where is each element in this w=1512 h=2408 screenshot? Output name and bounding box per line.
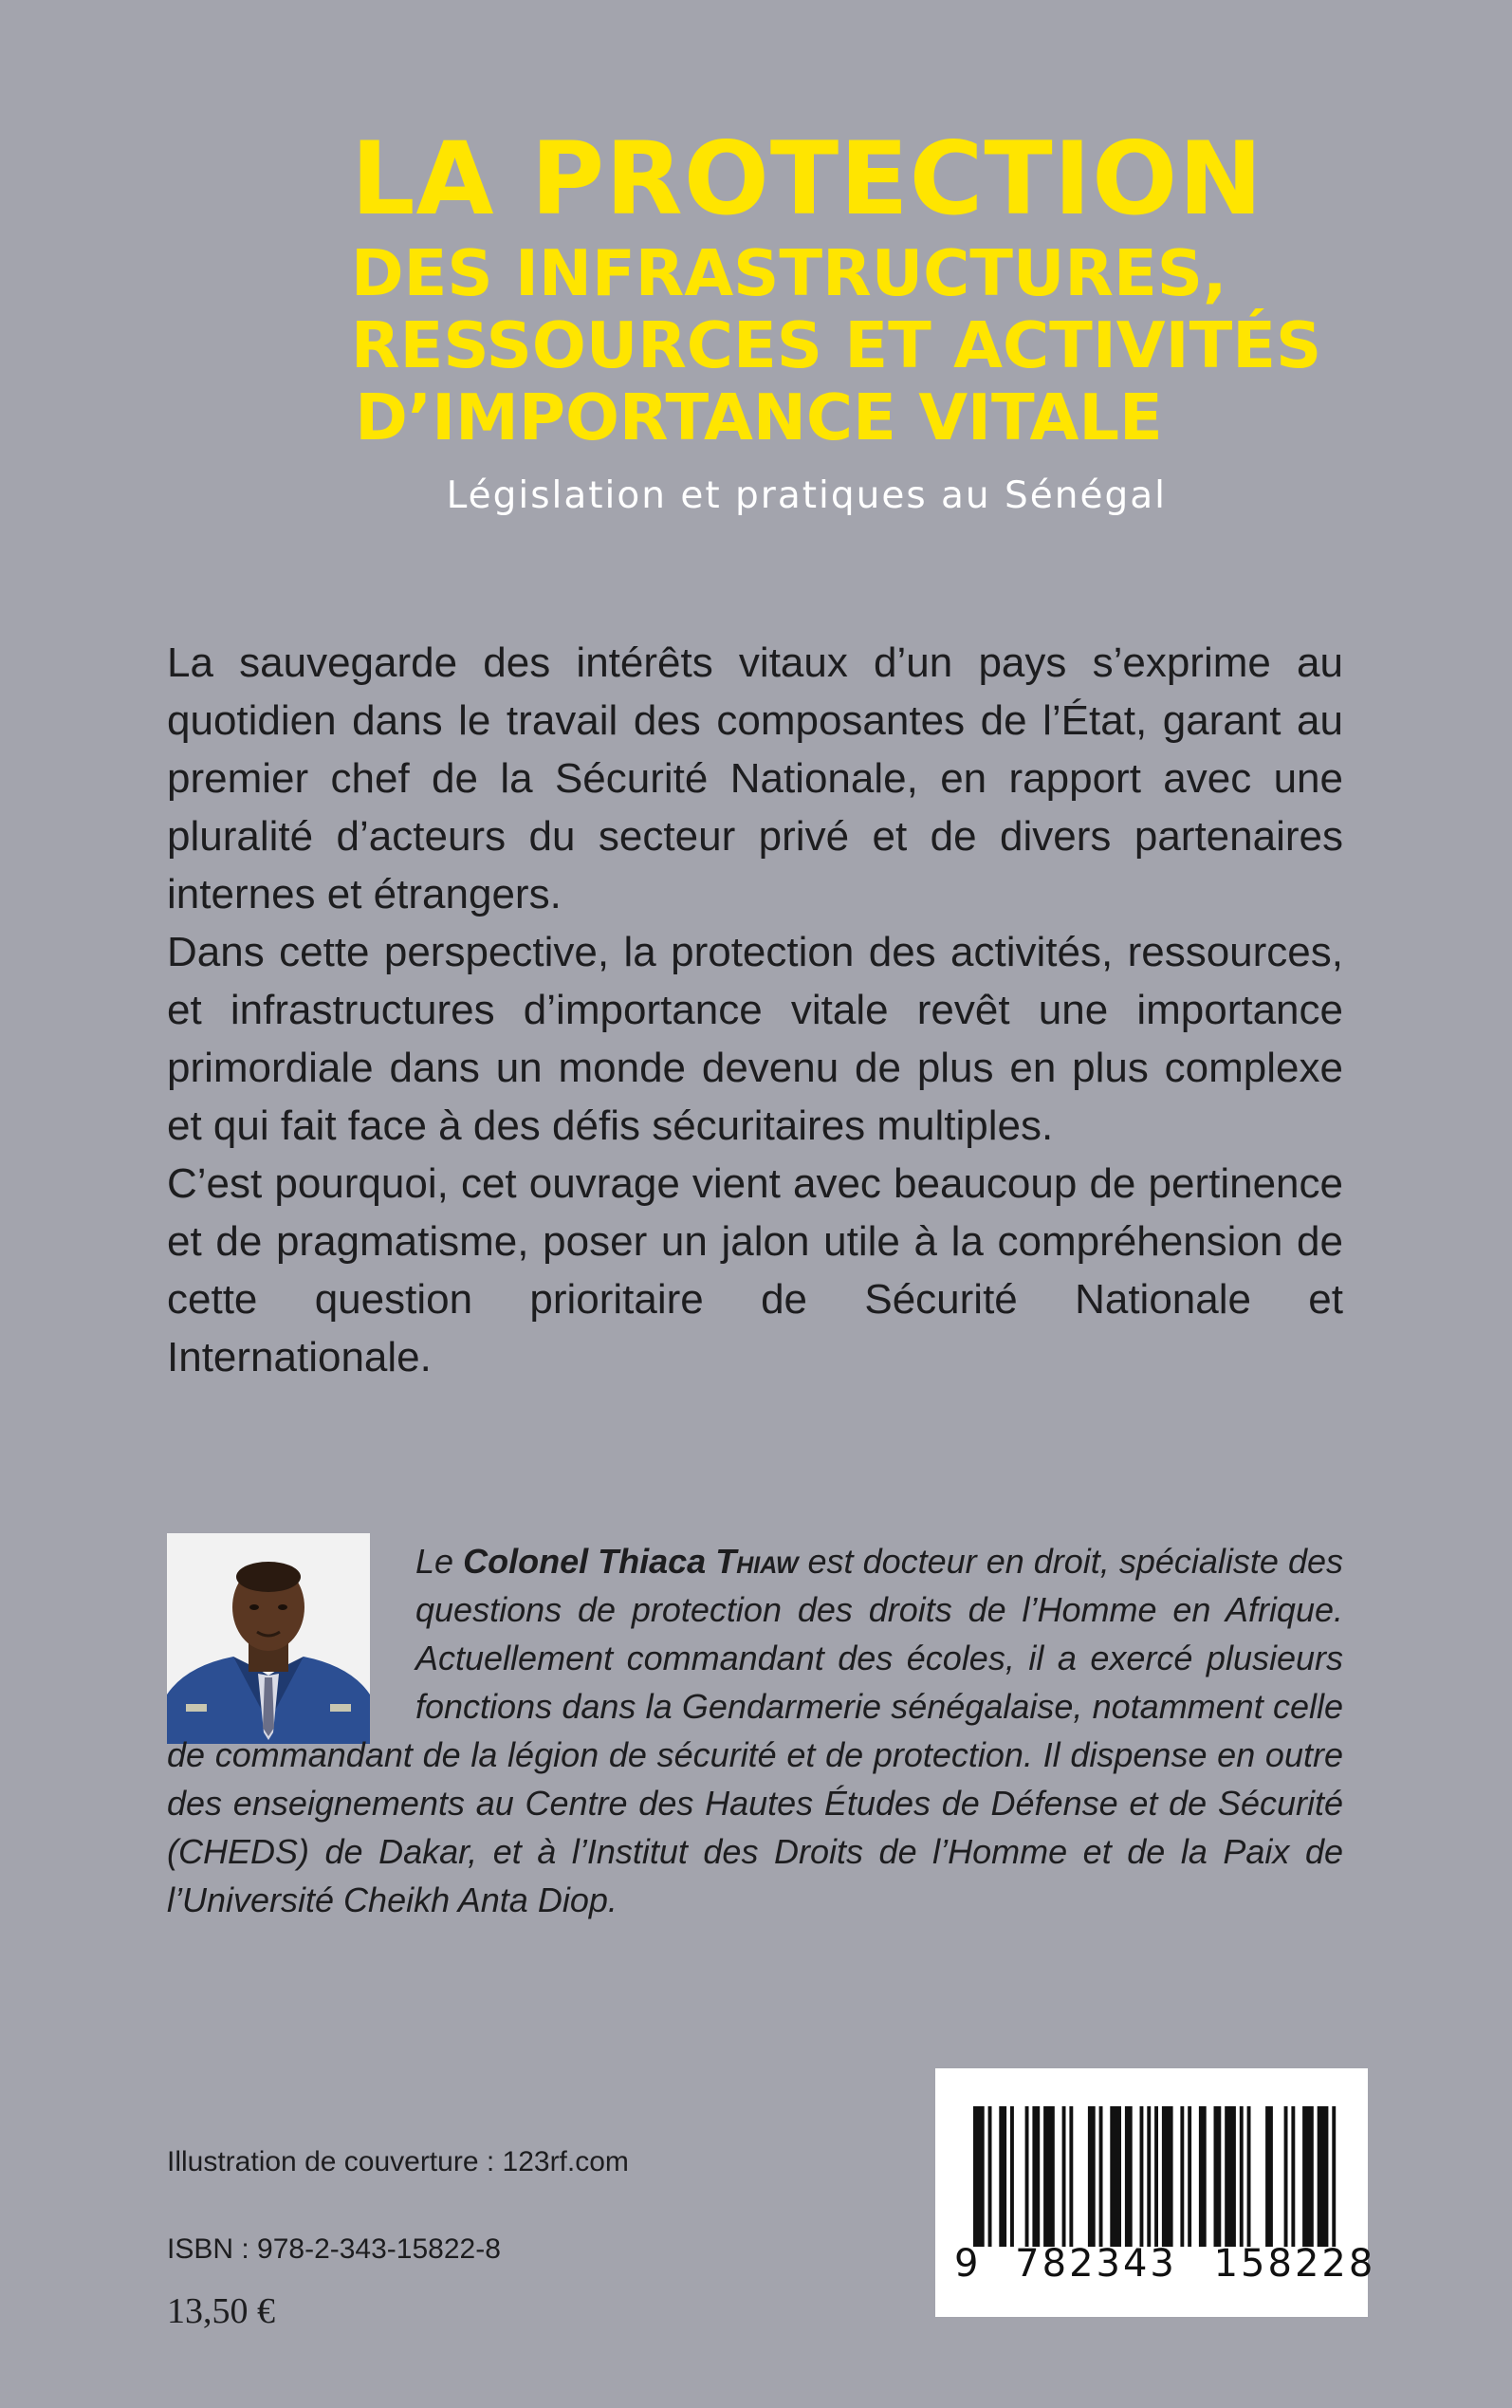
author-surname: Thiaw <box>715 1542 799 1581</box>
barcode-bar <box>1088 2106 1096 2247</box>
book-subtitle: Législation et pratiques au Sénégal <box>446 474 1167 517</box>
barcode-bar <box>1302 2106 1314 2247</box>
barcode-bar <box>1240 2106 1244 2247</box>
barcode-bar <box>1125 2106 1133 2247</box>
isbn-barcode <box>935 2068 1376 2317</box>
title-line-1: LA PROTECTION <box>351 120 1263 237</box>
isbn-number: ISBN : 978-2-343-15822-8 <box>167 2233 501 2265</box>
barcode-bar <box>1225 2106 1236 2247</box>
barcode-bar <box>1069 2106 1073 2247</box>
barcode-bar <box>1318 2106 1329 2247</box>
barcode-bar <box>1284 2106 1288 2247</box>
barcode-bar <box>1140 2106 1144 2247</box>
barcode-bar <box>1032 2106 1040 2247</box>
book-price: 13,50 € <box>167 2291 275 2331</box>
bio-prefix: Le <box>415 1542 454 1581</box>
barcode-bar <box>1188 2106 1191 2247</box>
barcode-bar <box>999 2106 1006 2247</box>
author-biography <box>167 1537 1343 1924</box>
barcode-bar <box>1291 2106 1295 2247</box>
barcode-bar <box>1332 2106 1336 2247</box>
title-line-2: DES INFRASTRUCTURES, <box>351 236 1227 310</box>
barcode-right-group: 158228 <box>1213 2242 1376 2286</box>
title-line-3: RESSOURCES ET ACTIVITÉS <box>351 308 1322 382</box>
barcode-bar <box>1010 2106 1014 2247</box>
barcode-bar <box>1265 2106 1273 2247</box>
barcode-bar <box>1043 2106 1055 2247</box>
back-cover-summary <box>167 634 1343 1386</box>
barcode-bar <box>1110 2106 1121 2247</box>
barcode-first-digit: 9 <box>954 2242 979 2286</box>
barcode-bars <box>964 2106 1339 2247</box>
barcode-bar <box>1247 2106 1251 2247</box>
barcode-bar <box>988 2106 992 2247</box>
barcode-bar <box>1199 2106 1207 2247</box>
barcode-bar <box>1147 2106 1151 2247</box>
cover-illustration-credit: Illustration de couverture : 123rf.com <box>167 2146 629 2177</box>
barcode-bar <box>1099 2106 1103 2247</box>
bio-text: est docteur en droit, spécialiste des questions de protection des droits de l’Homme en Afrique. Actuellement commandant des écoles, il a exercé plusieurs fonctions dans la Gendarmerie sénégalaise, notamment celle de commandant de la légion de sécurité et de protection. Il dispense en outre des enseignements au Centre des Hautes Études de Défense et de Sécurité (CHEDS) de Dakar, et à l’Institut des Droits de l’Homme et de la Paix de l’Université Cheikh Anta Diop. <box>167 1542 1343 1919</box>
barcode-bar <box>973 2106 985 2247</box>
barcode-digits <box>954 2242 1376 2286</box>
barcode-bar <box>1062 2106 1066 2247</box>
barcode-left-group: 782343 <box>1015 2242 1177 2286</box>
book-title <box>351 120 1322 454</box>
summary-paragraph-1: La sauvegarde des intérêts vitaux d’un pays s’exprime au quotidien dans le travail des composantes de l’État, garant au premier chef de la Sécurité Nationale, en rapport avec une pluralité d’acteurs du secteur privé et de divers partenaires internes et étrangers. <box>167 639 1343 917</box>
summary-paragraph-3: C’est pourquoi, cet ouvrage vient avec beaucoup de pertinence et de pragmatisme, poser un jalon utile à la compréhension de cette question prioritaire de Sécurité Nationale et Internationale. <box>167 1160 1343 1380</box>
barcode-bar <box>1162 2106 1173 2247</box>
barcode-bar <box>1180 2106 1184 2247</box>
barcode-bar <box>1025 2106 1029 2247</box>
barcode-bar <box>1214 2106 1222 2247</box>
title-line-4: D’IMPORTANCE VITALE <box>355 380 1163 454</box>
barcode-bar <box>1154 2106 1158 2247</box>
photo-spacer <box>167 1537 415 1727</box>
author-name: Colonel Thiaca <box>463 1542 707 1581</box>
summary-paragraph-2: Dans cette perspective, la protection des activités, ressources, et infrastructures d’importance vitale revêt une importance primordiale dans un monde devenu de plus en plus complexe et qui fait face à des défis sécuritaires multiples. <box>167 929 1343 1149</box>
